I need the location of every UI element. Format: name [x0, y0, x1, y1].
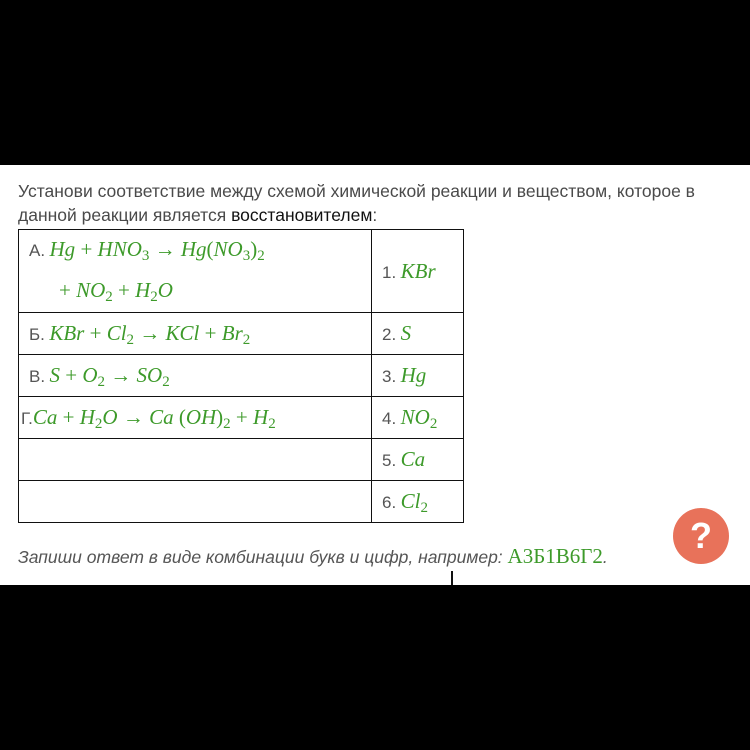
reaction-v-cell — [19, 355, 372, 397]
substance-5-cell — [372, 439, 464, 481]
reaction-b-cell — [19, 313, 372, 355]
table-row — [19, 355, 464, 397]
substance-5: Ca — [400, 447, 426, 471]
task-statement — [18, 179, 728, 227]
table-row — [19, 397, 464, 439]
table-row — [19, 481, 464, 523]
answer-example: А3Б1В6Г2 — [507, 544, 603, 568]
substance-6: $Cl_2$ — [400, 489, 428, 516]
substance-1: KBr — [400, 258, 436, 283]
substance-3-cell — [372, 355, 464, 397]
text-cursor — [451, 571, 453, 585]
reaction-a-cell — [19, 230, 372, 313]
reaction-g-cell — [19, 397, 372, 439]
answer-instruction: Запиши ответ в виде комбинации букв и цифр, например: А3Б1В6Г2. — [18, 544, 608, 568]
row-letter: А. — [29, 241, 46, 260]
row-number: 4. — [382, 409, 397, 428]
reaction-a-formula: $Hg + HNO_3 \to Hg(NO_3)_2$ — [49, 237, 265, 264]
task-panel — [0, 165, 750, 585]
row-letter: В. — [29, 367, 46, 386]
row-letter: Б. — [29, 325, 45, 344]
help-button[interactable]: ? — [673, 508, 729, 564]
table-row — [19, 313, 464, 355]
row-number: 3. — [382, 367, 397, 386]
row-number: 6. — [382, 493, 397, 512]
row-number: 2. — [382, 325, 397, 344]
substance-2: S — [400, 321, 412, 345]
empty-cell — [19, 439, 372, 481]
row-number: 1. — [382, 262, 397, 282]
row-number: 5. — [382, 451, 397, 470]
task-keyword: восстановителем — [231, 205, 373, 225]
substance-6-cell — [372, 481, 464, 523]
substance-4-cell — [372, 397, 464, 439]
row-letter: Г. — [21, 409, 33, 428]
substance-2-cell — [372, 313, 464, 355]
reaction-a-formula-cont: + $NO_2 + H_2O$ — [59, 278, 173, 305]
matching-table — [18, 229, 464, 523]
substance-4: $NO_2$ — [400, 405, 438, 432]
reaction-b-formula: KBr + $Cl_2$ → KCl + $Br_2$ — [49, 321, 251, 348]
task-colon: : — [372, 205, 378, 225]
task-text: Установи соответствие между схемой химической реакции и веществом, которое в данной реакции является — [18, 181, 695, 225]
empty-cell — [19, 481, 372, 523]
reaction-g-formula: $Ca + H_2O \to Ca$ $(OH)_2 + H_2$ — [32, 405, 276, 432]
substance-1-cell — [372, 230, 464, 313]
table-row — [19, 230, 464, 313]
reaction-v-formula: $S + O_2 \to SO_2$ — [49, 363, 170, 390]
substance-3: Hg — [400, 363, 427, 387]
table-row — [19, 439, 464, 481]
